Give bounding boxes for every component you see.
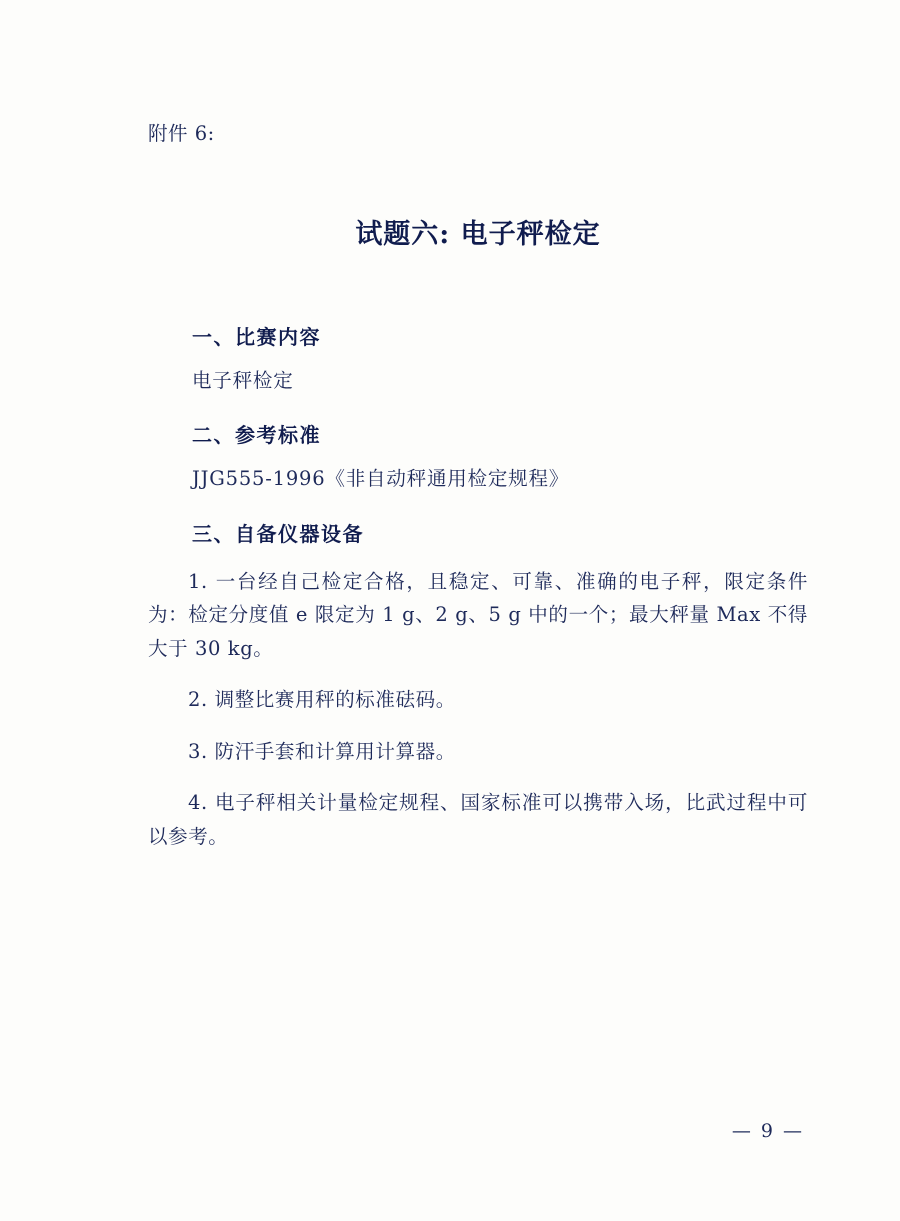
section-reference-standard	[148, 419, 808, 493]
section-body-line: 电子秤检定	[192, 369, 294, 392]
list-item: 4. 电子秤相关计量检定规程、国家标准可以携带入场，比武过程中可以参考。	[148, 791, 808, 848]
section-heading: 一、比赛内容	[192, 325, 321, 349]
section-heading: 三、自备仪器设备	[192, 521, 364, 546]
section-self-prepared-equipment	[148, 518, 808, 854]
section-body-line: JJG555-1996《非自动秤通用检定规程》	[192, 467, 570, 491]
attachment-label: 附件 6:	[148, 122, 215, 145]
page-title: 试题六: 电子秤检定	[355, 219, 601, 250]
list-item: 1. 一台经自己检定合格，且稳定、可靠、准确的电子秤，限定条件为：检定分度值 e 限定为 1 g、2 g、5 g 中的一个；最大秤量 Max 不得大于 30 kg。	[148, 569, 808, 660]
section-heading: 二、参考标准	[192, 423, 321, 448]
list-item: 2. 调整比赛用秤的标准砝码。	[188, 688, 456, 712]
list-item: 3. 防汗手套和计算用计算器。	[188, 739, 456, 763]
section-competition-content	[148, 321, 808, 395]
document-content	[148, 0, 808, 853]
page-number: — 9 —	[731, 1120, 804, 1142]
